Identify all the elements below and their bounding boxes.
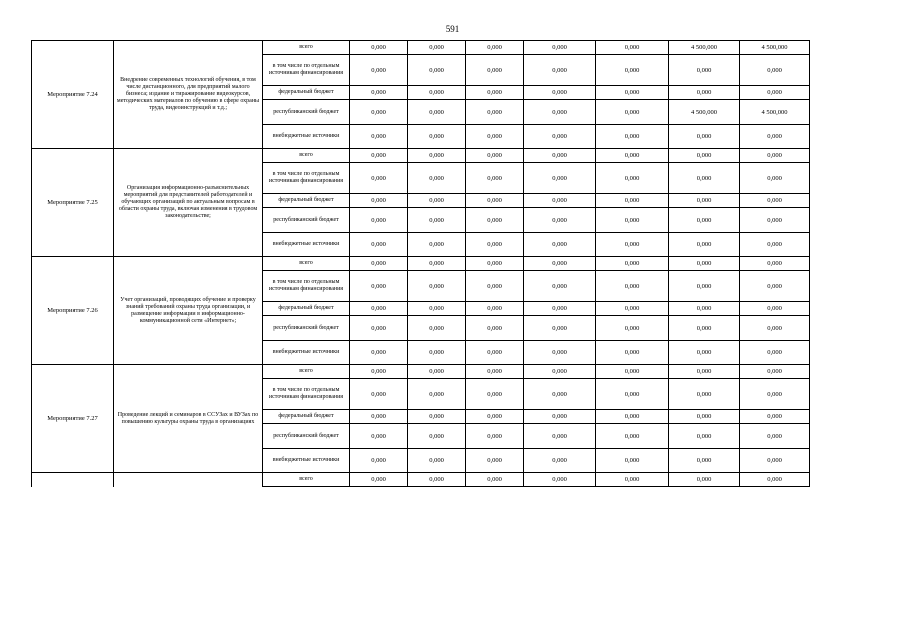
funding-source-label: республиканский бюджет	[263, 100, 350, 125]
amount-cell: 0,000	[350, 410, 408, 424]
amount-cell: 0,000	[524, 233, 596, 257]
measure-name: Мероприятие 7.25	[32, 149, 114, 257]
amount-cell: 0,000	[740, 208, 810, 233]
amount-cell: 0,000	[740, 149, 810, 163]
amount-cell: 0,000	[669, 302, 740, 316]
amount-cell: 0,000	[466, 379, 524, 410]
amount-cell: 0,000	[596, 257, 669, 271]
amount-cell: 0,000	[466, 149, 524, 163]
table-row	[32, 257, 810, 271]
amount-cell: 0,000	[466, 449, 524, 473]
amount-cell: 0,000	[350, 149, 408, 163]
amount-cell: 0,000	[740, 341, 810, 365]
amount-cell: 0,000	[408, 410, 466, 424]
amount-cell: 0,000	[740, 257, 810, 271]
amount-cell: 0,000	[350, 473, 408, 487]
funding-source-label: всего	[263, 149, 350, 163]
amount-cell: 0,000	[524, 271, 596, 302]
amount-cell: 0,000	[408, 100, 466, 125]
measure-description: Учет организаций, проводящих обучение и проверку знаний требований охраны труда организации, и размещение информации в информационно-коммуникационной сети «Интернет»;	[114, 257, 263, 365]
amount-cell: 0,000	[408, 449, 466, 473]
funding-source-label: внебюджетные источники	[263, 449, 350, 473]
amount-cell: 0,000	[466, 316, 524, 341]
amount-cell: 0,000	[350, 424, 408, 449]
amount-cell: 0,000	[408, 257, 466, 271]
funding-source-label: республиканский бюджет	[263, 316, 350, 341]
amount-cell: 0,000	[350, 449, 408, 473]
amount-cell: 0,000	[740, 271, 810, 302]
amount-cell: 0,000	[524, 302, 596, 316]
funding-source-label: внебюджетные источники	[263, 233, 350, 257]
amount-cell: 0,000	[524, 473, 596, 487]
amount-cell: 0,000	[524, 55, 596, 86]
amount-cell: 0,000	[596, 41, 669, 55]
amount-cell: 0,000	[408, 208, 466, 233]
amount-cell: 0,000	[669, 424, 740, 449]
amount-cell: 0,000	[524, 100, 596, 125]
amount-cell: 0,000	[740, 365, 810, 379]
amount-cell: 0,000	[524, 379, 596, 410]
amount-cell: 0,000	[524, 125, 596, 149]
amount-cell: 0,000	[466, 233, 524, 257]
amount-cell: 0,000	[740, 379, 810, 410]
amount-cell: 0,000	[466, 341, 524, 365]
amount-cell: 0,000	[596, 341, 669, 365]
measure-name: Мероприятие 7.27	[32, 365, 114, 473]
amount-cell: 0,000	[740, 473, 810, 487]
funding-source-label: внебюджетные источники	[263, 341, 350, 365]
amount-cell: 0,000	[466, 100, 524, 125]
amount-cell: 0,000	[596, 149, 669, 163]
amount-cell: 0,000	[524, 316, 596, 341]
funding-source-label: всего	[263, 41, 350, 55]
amount-cell: 0,000	[596, 473, 669, 487]
amount-cell: 0,000	[669, 125, 740, 149]
amount-cell: 4 500,000	[669, 41, 740, 55]
amount-cell: 0,000	[524, 208, 596, 233]
funding-source-label: федеральный бюджет	[263, 410, 350, 424]
amount-cell: 0,000	[408, 86, 466, 100]
amount-cell: 0,000	[669, 410, 740, 424]
funding-source-label: всего	[263, 473, 350, 487]
amount-cell: 0,000	[524, 41, 596, 55]
funding-source-label: республиканский бюджет	[263, 208, 350, 233]
amount-cell: 0,000	[466, 410, 524, 424]
amount-cell: 0,000	[466, 271, 524, 302]
funding-source-label: федеральный бюджет	[263, 302, 350, 316]
amount-cell: 0,000	[466, 257, 524, 271]
amount-cell: 0,000	[596, 163, 669, 194]
amount-cell: 0,000	[740, 449, 810, 473]
amount-cell: 0,000	[669, 365, 740, 379]
amount-cell: 0,000	[669, 271, 740, 302]
amount-cell: 0,000	[466, 365, 524, 379]
funding-source-label: всего	[263, 257, 350, 271]
funding-source-label: федеральный бюджет	[263, 194, 350, 208]
amount-cell: 0,000	[408, 341, 466, 365]
amount-cell: 0,000	[740, 233, 810, 257]
amount-cell: 0,000	[350, 341, 408, 365]
amount-cell: 0,000	[596, 55, 669, 86]
amount-cell: 0,000	[596, 271, 669, 302]
amount-cell: 0,000	[596, 125, 669, 149]
amount-cell: 0,000	[350, 233, 408, 257]
amount-cell: 0,000	[408, 55, 466, 86]
amount-cell: 0,000	[350, 208, 408, 233]
amount-cell: 0,000	[524, 449, 596, 473]
amount-cell: 0,000	[740, 302, 810, 316]
amount-cell: 0,000	[596, 449, 669, 473]
funding-source-label: в том числе по отдельным источникам финансирования	[263, 55, 350, 86]
amount-cell: 4 500,000	[740, 41, 810, 55]
amount-cell: 0,000	[408, 271, 466, 302]
page-number: 591	[445, 24, 460, 34]
measure-description: Организация информационно-разъяснительных мероприятий для представителей работодателей и обучающих организаций по актуальным вопросам в области охраны труда, включая изменения в трудовом законодательстве;	[114, 149, 263, 257]
amount-cell: 0,000	[669, 163, 740, 194]
amount-cell: 0,000	[408, 379, 466, 410]
amount-cell: 0,000	[596, 194, 669, 208]
amount-cell: 0,000	[669, 449, 740, 473]
amount-cell: 0,000	[466, 125, 524, 149]
amount-cell: 0,000	[740, 125, 810, 149]
amount-cell: 0,000	[408, 473, 466, 487]
amount-cell: 0,000	[466, 163, 524, 194]
amount-cell: 0,000	[350, 194, 408, 208]
amount-cell: 0,000	[596, 379, 669, 410]
amount-cell: 0,000	[350, 41, 408, 55]
amount-cell: 0,000	[740, 316, 810, 341]
measure-description-cell	[114, 473, 263, 487]
amount-cell: 0,000	[350, 379, 408, 410]
amount-cell: 0,000	[669, 86, 740, 100]
amount-cell: 0,000	[524, 424, 596, 449]
amount-cell: 0,000	[466, 208, 524, 233]
amount-cell: 0,000	[350, 163, 408, 194]
amount-cell: 0,000	[740, 410, 810, 424]
table-row	[32, 41, 810, 55]
amount-cell: 0,000	[350, 302, 408, 316]
amount-cell: 0,000	[669, 55, 740, 86]
amount-cell: 0,000	[408, 125, 466, 149]
amount-cell: 0,000	[596, 233, 669, 257]
amount-cell: 0,000	[669, 149, 740, 163]
amount-cell: 0,000	[350, 125, 408, 149]
amount-cell: 0,000	[350, 365, 408, 379]
table-row	[32, 473, 810, 487]
amount-cell: 0,000	[669, 316, 740, 341]
measure-description: Проведение лекций и семинаров в ССУЗах и ВУЗах по повышению культуры охраны труда в организациях	[114, 365, 263, 473]
funding-source-label: внебюджетные источники	[263, 125, 350, 149]
measure-name: Мероприятие 7.26	[32, 257, 114, 365]
amount-cell: 0,000	[740, 424, 810, 449]
amount-cell: 0,000	[596, 365, 669, 379]
amount-cell: 0,000	[669, 257, 740, 271]
amount-cell: 0,000	[596, 424, 669, 449]
amount-cell: 0,000	[466, 473, 524, 487]
amount-cell: 0,000	[350, 316, 408, 341]
table-row	[32, 365, 810, 379]
amount-cell: 0,000	[466, 86, 524, 100]
amount-cell: 0,000	[596, 410, 669, 424]
amount-cell: 0,000	[466, 302, 524, 316]
amount-cell: 0,000	[524, 149, 596, 163]
amount-cell: 0,000	[740, 194, 810, 208]
amount-cell: 0,000	[408, 424, 466, 449]
amount-cell: 0,000	[350, 271, 408, 302]
amount-cell: 0,000	[466, 424, 524, 449]
funding-source-label: всего	[263, 365, 350, 379]
amount-cell: 0,000	[524, 194, 596, 208]
measure-description: Внедрение современных технологий обучения, в том числе дистанционного, для предприятий малого бизнеса; издание и тиражирование видеокурсов, методических материалов по обучению в сфере охраны труда, видеоинструкций и т.д.;	[114, 41, 263, 149]
amount-cell: 0,000	[408, 194, 466, 208]
amount-cell: 0,000	[524, 341, 596, 365]
amount-cell: 0,000	[524, 365, 596, 379]
amount-cell: 0,000	[669, 473, 740, 487]
amount-cell: 0,000	[669, 194, 740, 208]
amount-cell: 0,000	[596, 208, 669, 233]
amount-cell: 0,000	[740, 55, 810, 86]
amount-cell: 0,000	[740, 86, 810, 100]
amount-cell: 0,000	[466, 41, 524, 55]
funding-source-label: в том числе по отдельным источникам финансирования	[263, 163, 350, 194]
amount-cell: 0,000	[408, 316, 466, 341]
amount-cell: 0,000	[596, 316, 669, 341]
amount-cell: 0,000	[524, 163, 596, 194]
amount-cell: 0,000	[350, 86, 408, 100]
amount-cell: 4 500,000	[669, 100, 740, 125]
measure-name: Мероприятие 7.24	[32, 41, 114, 149]
table-row	[32, 149, 810, 163]
amount-cell: 0,000	[669, 341, 740, 365]
funding-source-label: республиканский бюджет	[263, 424, 350, 449]
amount-cell: 4 500,000	[740, 100, 810, 125]
amount-cell: 0,000	[524, 410, 596, 424]
amount-cell: 0,000	[669, 379, 740, 410]
amount-cell: 0,000	[350, 257, 408, 271]
amount-cell: 0,000	[524, 257, 596, 271]
amount-cell: 0,000	[740, 163, 810, 194]
amount-cell: 0,000	[408, 149, 466, 163]
amount-cell: 0,000	[596, 100, 669, 125]
funding-source-label: в том числе по отдельным источникам финансирования	[263, 379, 350, 410]
funding-source-label: в том числе по отдельным источникам финансирования	[263, 271, 350, 302]
amount-cell: 0,000	[408, 365, 466, 379]
amount-cell: 0,000	[408, 233, 466, 257]
amount-cell: 0,000	[408, 41, 466, 55]
budget-table	[31, 40, 810, 487]
measure-name-cell	[32, 473, 114, 487]
amount-cell: 0,000	[596, 86, 669, 100]
amount-cell: 0,000	[408, 302, 466, 316]
amount-cell: 0,000	[669, 233, 740, 257]
amount-cell: 0,000	[466, 194, 524, 208]
amount-cell: 0,000	[466, 55, 524, 86]
amount-cell: 0,000	[408, 163, 466, 194]
funding-source-label: федеральный бюджет	[263, 86, 350, 100]
amount-cell: 0,000	[596, 302, 669, 316]
amount-cell: 0,000	[524, 86, 596, 100]
amount-cell: 0,000	[350, 100, 408, 125]
amount-cell: 0,000	[350, 55, 408, 86]
amount-cell: 0,000	[669, 208, 740, 233]
